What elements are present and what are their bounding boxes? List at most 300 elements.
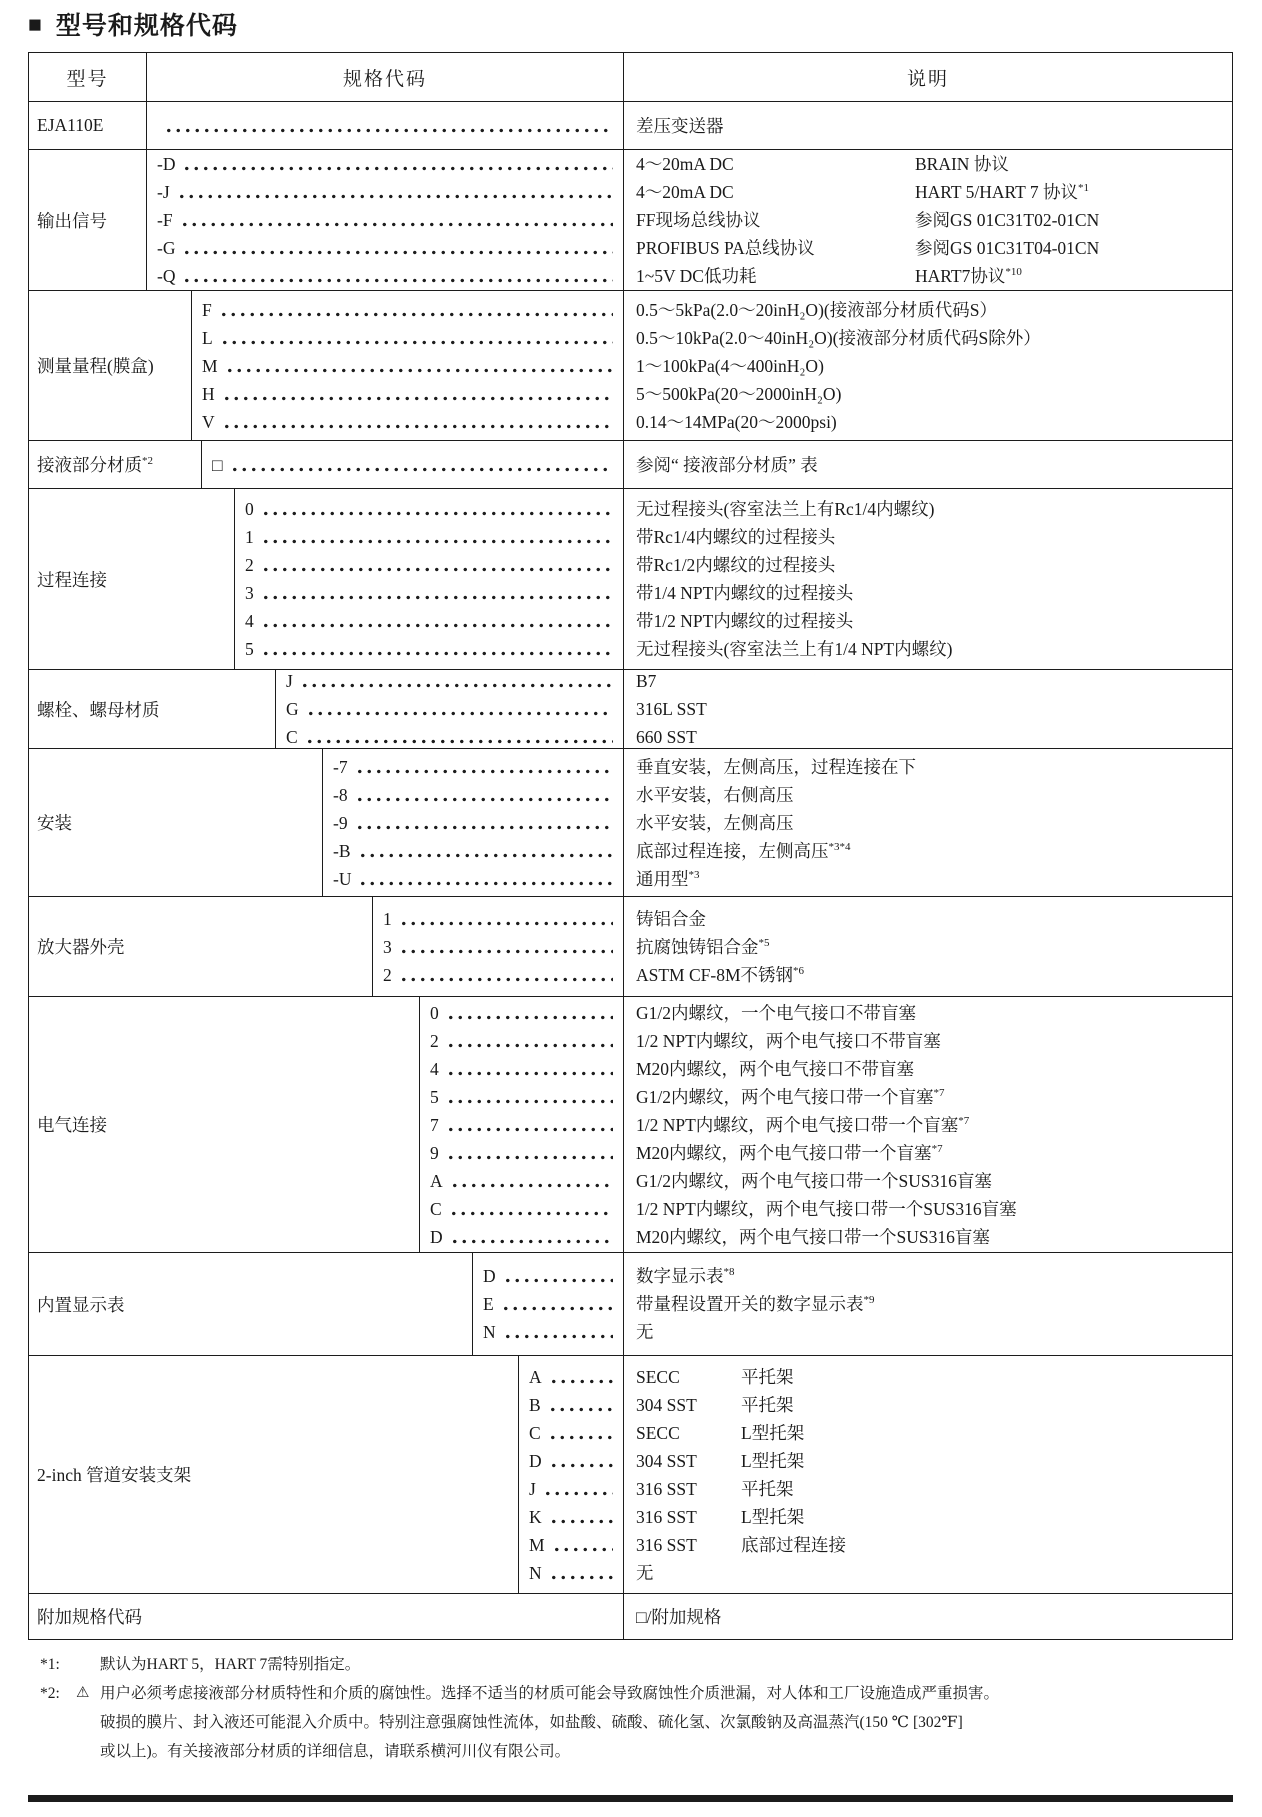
spec-code-value: 5 bbox=[430, 1086, 439, 1107]
description-secondary: 平托架 bbox=[741, 1394, 794, 1415]
description-text: 铸铝合金 bbox=[636, 908, 706, 929]
spec-code-line bbox=[430, 1195, 613, 1223]
dot-leader bbox=[548, 1435, 613, 1440]
dot-leader bbox=[549, 1575, 613, 1580]
spec-code-value: -9 bbox=[333, 812, 348, 833]
spec-code-line bbox=[529, 1419, 613, 1447]
spec-code-value: A bbox=[529, 1366, 542, 1387]
description-line bbox=[636, 607, 1224, 635]
bottom-rule bbox=[28, 1795, 1233, 1802]
description-text: 垂直安装，左侧高压，过程连接在下 bbox=[636, 756, 916, 777]
spec-code-value: J bbox=[529, 1478, 536, 1499]
description-line bbox=[636, 1419, 1224, 1447]
description-cell bbox=[623, 670, 1232, 748]
spec-code-cell bbox=[472, 1253, 623, 1355]
spec-code-cell bbox=[201, 441, 623, 488]
description-text: G1/2内螺纹，两个电气接口带一个盲塞$^{*7}$ bbox=[636, 1086, 945, 1107]
spec-code-value: N bbox=[529, 1562, 542, 1583]
footnote-ref: *1 bbox=[1078, 182, 1090, 195]
description-primary: 304 SST bbox=[636, 1450, 697, 1471]
description-secondary: HART 5/HART 7 协议$^{*1}$ bbox=[915, 182, 1090, 202]
table-row bbox=[29, 149, 1232, 290]
dot-leader bbox=[503, 1278, 613, 1283]
footnote-text bbox=[100, 1679, 1238, 1766]
description-cell bbox=[623, 441, 1232, 488]
description-line bbox=[636, 1027, 1224, 1055]
spec-code-value: 9 bbox=[430, 1142, 439, 1163]
spec-code-value: 2 bbox=[245, 555, 254, 575]
row-label-text: 接液部分材质$^{*2}$ bbox=[37, 455, 153, 475]
spec-code-line bbox=[430, 1111, 613, 1139]
description-secondary: BRAIN 协议 bbox=[915, 154, 1009, 174]
spec-code-value: -F bbox=[157, 210, 173, 230]
spec-code-value: -8 bbox=[333, 784, 348, 805]
description-line bbox=[636, 1139, 1224, 1167]
spec-code-cell bbox=[518, 1356, 623, 1593]
spec-code-line bbox=[333, 809, 613, 837]
description-primary: FF现场总线协议 bbox=[636, 210, 761, 230]
row-label-text: 附加规格代码 bbox=[37, 1607, 142, 1627]
description-line bbox=[636, 234, 1224, 262]
spec-code-line bbox=[157, 234, 613, 262]
description-line bbox=[636, 380, 1224, 408]
spec-code-value: C bbox=[286, 727, 298, 747]
description-line bbox=[636, 635, 1224, 663]
description-cell bbox=[623, 150, 1232, 290]
footnote-ref: *7 bbox=[933, 1086, 945, 1099]
description-cell bbox=[623, 1253, 1232, 1355]
description-text: 带1/2 NPT内螺纹的过程接头 bbox=[636, 611, 854, 631]
dot-leader bbox=[549, 1519, 613, 1524]
footnote bbox=[40, 1679, 1238, 1766]
row-label bbox=[29, 291, 191, 440]
table-row bbox=[29, 896, 1232, 996]
description-line bbox=[636, 1475, 1224, 1503]
spec-code-value: -B bbox=[333, 840, 351, 861]
description-secondary: 平托架 bbox=[741, 1366, 794, 1387]
spec-code-line bbox=[286, 667, 613, 695]
description-text: 带Rc1/2内螺纹的过程接头 bbox=[636, 555, 836, 575]
dot-leader bbox=[182, 278, 613, 283]
dot-leader bbox=[450, 1183, 613, 1188]
spec-code-value: 0 bbox=[245, 499, 254, 519]
footnote-line: 用户必须考虑接液部分材质特性和介质的腐蚀性。选择不适当的材质可能会导致腐蚀性介质泄漏，对人体和工厂设施造成严重损害。 bbox=[100, 1685, 1000, 1702]
footnote-line: 默认为HART 5，HART 7需特别指定。 bbox=[100, 1656, 361, 1673]
description-line bbox=[636, 1318, 1224, 1346]
description-cell bbox=[623, 1356, 1232, 1593]
dot-leader bbox=[222, 424, 613, 429]
spec-code-value: □ bbox=[212, 454, 223, 475]
spec-code-line bbox=[430, 1083, 613, 1111]
dot-leader bbox=[306, 711, 613, 716]
dot-leader bbox=[300, 683, 613, 688]
spec-code-line bbox=[430, 1027, 613, 1055]
description-line bbox=[636, 324, 1224, 352]
row-label-text: 螺栓、螺母材质 bbox=[37, 699, 160, 720]
row-label-text: 输出信号 bbox=[37, 210, 107, 231]
description-line bbox=[636, 781, 1224, 809]
spec-code-value: C bbox=[529, 1422, 541, 1443]
dot-leader bbox=[446, 1155, 613, 1160]
spec-code-value: 1 bbox=[245, 527, 254, 547]
row-label-text: 内置显示表 bbox=[37, 1294, 125, 1315]
page-title-text: 型号和规格代码 bbox=[55, 13, 238, 40]
dot-leader bbox=[261, 511, 613, 516]
description-secondary: 底部过程连接 bbox=[741, 1534, 846, 1555]
dot-leader bbox=[450, 1239, 613, 1244]
description-line bbox=[636, 150, 1224, 178]
table-row bbox=[29, 1593, 1232, 1639]
spec-code-line bbox=[333, 781, 613, 809]
spec-code-value: -J bbox=[157, 182, 170, 202]
table-row bbox=[29, 996, 1232, 1252]
spec-code-value: -Q bbox=[157, 266, 176, 286]
description-secondary: L型托架 bbox=[741, 1422, 805, 1443]
spec-code-line bbox=[430, 1139, 613, 1167]
dot-leader bbox=[305, 739, 613, 744]
row-label bbox=[29, 489, 234, 669]
row-label bbox=[29, 1253, 472, 1355]
dot-leader bbox=[355, 797, 613, 802]
model-spec-code-table bbox=[28, 52, 1233, 1640]
spec-code-value: D bbox=[529, 1450, 542, 1471]
description-text: B7 bbox=[636, 671, 657, 691]
spec-code-cell bbox=[146, 150, 623, 290]
description-line bbox=[636, 1531, 1224, 1559]
footnote-ref: *7 bbox=[958, 1114, 970, 1127]
description-line bbox=[636, 206, 1224, 234]
description-line bbox=[636, 723, 1224, 751]
description-text: 1/2 NPT内螺纹，两个电气接口不带盲塞 bbox=[636, 1030, 941, 1051]
row-label-text: 电气连接 bbox=[37, 1115, 107, 1135]
description-line bbox=[636, 1223, 1224, 1251]
row-label bbox=[29, 897, 372, 996]
page-title bbox=[28, 6, 238, 42]
description-text: 通用型$^{*3}$ bbox=[636, 868, 700, 889]
spec-code-line bbox=[529, 1447, 613, 1475]
dot-leader bbox=[446, 1015, 613, 1020]
description-secondary: 参阅GS 01C31T04-01CN bbox=[915, 238, 1100, 258]
dot-leader bbox=[261, 623, 613, 628]
description-cell bbox=[623, 1594, 1232, 1639]
spec-code-value: M bbox=[529, 1534, 545, 1555]
spec-code-value: 4 bbox=[245, 611, 254, 631]
spec-code-value: 2 bbox=[430, 1030, 439, 1051]
description-line bbox=[636, 296, 1224, 324]
description-cell bbox=[623, 997, 1232, 1252]
description-line bbox=[636, 262, 1224, 290]
table-row bbox=[29, 1355, 1232, 1593]
spec-code-line bbox=[245, 551, 613, 579]
spec-code-line bbox=[529, 1391, 613, 1419]
row-label-text: 测量量程(膜盒) bbox=[37, 356, 154, 376]
spec-code-value: 3 bbox=[383, 936, 392, 957]
description-text: 水平安装，左侧高压 bbox=[636, 812, 794, 833]
row-label bbox=[29, 150, 146, 290]
description-text: 抗腐蚀铸铝合金$^{*5}$ bbox=[636, 936, 770, 957]
spec-code-value: 4 bbox=[430, 1058, 439, 1079]
description-line bbox=[636, 1290, 1224, 1318]
dot-leader bbox=[548, 1407, 613, 1412]
description-text: 0.14～14MPa(20～2000psi) bbox=[636, 411, 837, 432]
spec-code-value: 3 bbox=[245, 583, 254, 603]
description-line bbox=[636, 1195, 1224, 1223]
footnote-ref: *2 bbox=[142, 455, 153, 468]
description-text: 无 bbox=[636, 1322, 654, 1342]
spec-code-line bbox=[529, 1531, 613, 1559]
description-primary: 1~5V DC低功耗 bbox=[636, 266, 757, 286]
footnote-line: 破损的膜片、封入液还可能混入介质中。特别注意强腐蚀性流体，如盐酸、硫酸、硫化氢、次氯酸钠及高温蒸汽(150 ℃ [302℉] bbox=[100, 1714, 963, 1731]
description-line bbox=[636, 1083, 1224, 1111]
description-text: 660 SST bbox=[636, 727, 697, 747]
footnote-line: 或以上)。有关接液部分材质的详细信息，请联系横河川仪有限公司。 bbox=[100, 1743, 571, 1760]
spec-code-value: D bbox=[483, 1266, 496, 1286]
spec-code-cell bbox=[372, 897, 623, 996]
spec-code-line bbox=[333, 753, 613, 781]
description-line bbox=[636, 1447, 1224, 1475]
description-text: M20内螺纹，两个电气接口不带盲塞 bbox=[636, 1058, 915, 1079]
description-primary: 316 SST bbox=[636, 1534, 697, 1555]
dot-leader bbox=[225, 368, 613, 373]
dot-leader bbox=[543, 1491, 613, 1496]
dot-leader bbox=[399, 949, 613, 954]
spec-code-line bbox=[383, 961, 613, 989]
footnote-ref: *6 bbox=[793, 964, 805, 977]
description-secondary: 参阅GS 01C31T02-01CN bbox=[915, 210, 1100, 230]
footnotes bbox=[40, 1650, 1238, 1766]
footnote-marker: *2: bbox=[40, 1685, 60, 1702]
description-cell bbox=[623, 102, 1232, 149]
column-header-model: 型号 bbox=[66, 68, 109, 90]
dot-leader bbox=[549, 1463, 613, 1468]
description-secondary: L型托架 bbox=[741, 1506, 805, 1527]
spec-code-value: -D bbox=[157, 154, 176, 174]
spec-code-line bbox=[529, 1363, 613, 1391]
spec-code-value: 2 bbox=[383, 964, 392, 985]
description-primary: 4～20mA DC bbox=[636, 182, 734, 202]
spec-code-cell bbox=[275, 670, 623, 748]
spec-code-line bbox=[383, 933, 613, 961]
spec-code-line bbox=[333, 837, 613, 865]
description-secondary: 平托架 bbox=[741, 1478, 794, 1499]
description-text: M20内螺纹，两个电气接口带一个盲塞$^{*7}$ bbox=[636, 1142, 943, 1163]
dot-leader bbox=[261, 539, 613, 544]
dot-leader bbox=[501, 1306, 613, 1311]
description-text: 水平安装，右侧高压 bbox=[636, 784, 794, 805]
dot-leader bbox=[399, 921, 613, 926]
footnote-ref: *5 bbox=[758, 936, 770, 949]
description-text: □/附加规格 bbox=[636, 1606, 722, 1627]
description-line bbox=[636, 1363, 1224, 1391]
description-primary: SECC bbox=[636, 1422, 680, 1443]
row-label-text: 放大器外壳 bbox=[37, 937, 125, 957]
dot-leader bbox=[358, 853, 614, 858]
description-text: 1/2 NPT内螺纹，两个电气接口带一个盲塞$^{*7}$ bbox=[636, 1114, 970, 1135]
spec-code-line bbox=[383, 905, 613, 933]
row-label-text: 安装 bbox=[37, 813, 72, 833]
dot-leader bbox=[182, 250, 613, 255]
description-line bbox=[636, 352, 1224, 380]
dot-leader bbox=[261, 567, 613, 572]
spec-code-value: 5 bbox=[245, 639, 254, 659]
spec-code-line bbox=[245, 635, 613, 663]
spec-code-line bbox=[430, 1167, 613, 1195]
dot-leader bbox=[358, 881, 613, 886]
row-label bbox=[29, 749, 322, 896]
dot-leader bbox=[164, 128, 613, 133]
description-primary: 304 SST bbox=[636, 1394, 697, 1415]
dot-leader bbox=[219, 312, 613, 317]
description-text: G1/2内螺纹，一个电气接口不带盲塞 bbox=[636, 1002, 916, 1023]
spec-code-cell bbox=[191, 291, 623, 440]
description-text: M20内螺纹，两个电气接口带一个SUS316盲塞 bbox=[636, 1226, 990, 1247]
spec-code-cell bbox=[419, 997, 623, 1252]
spec-code-cell bbox=[322, 749, 623, 896]
dot-leader bbox=[230, 467, 613, 472]
table-row bbox=[29, 101, 1232, 149]
table-header-row bbox=[29, 53, 1232, 101]
description-text: 1～100kPa(4～400inH₂O) bbox=[636, 355, 824, 376]
column-header-spec-code: 规格代码 bbox=[146, 53, 623, 101]
table-row bbox=[29, 290, 1232, 440]
description-line bbox=[636, 178, 1224, 206]
description-cell bbox=[623, 489, 1232, 669]
spec-code-line bbox=[286, 723, 613, 751]
description-primary: 316 SST bbox=[636, 1506, 697, 1527]
description-line bbox=[636, 523, 1224, 551]
spec-code-line bbox=[430, 1055, 613, 1083]
description-primary: 4～20mA DC bbox=[636, 154, 734, 174]
description-text: 参阅“ 接液部分材质” 表 bbox=[636, 454, 818, 475]
description-line bbox=[636, 1055, 1224, 1083]
dot-leader bbox=[503, 1334, 613, 1339]
dot-leader bbox=[355, 769, 613, 774]
table-row bbox=[29, 440, 1232, 488]
spec-code-line bbox=[202, 324, 613, 352]
description-primary: PROFIBUS PA总线协议 bbox=[636, 238, 815, 258]
description-line bbox=[636, 495, 1224, 523]
description-secondary: HART7协议$^{*10}$ bbox=[915, 266, 1022, 286]
spec-code-value: N bbox=[483, 1322, 496, 1342]
description-line bbox=[636, 1391, 1224, 1419]
footnote-marker: *1: bbox=[40, 1656, 60, 1673]
spec-code-line bbox=[529, 1559, 613, 1587]
description-line bbox=[636, 1559, 1224, 1587]
description-line bbox=[636, 1111, 1224, 1139]
row-label bbox=[29, 1594, 623, 1639]
description-secondary: L型托架 bbox=[741, 1450, 805, 1471]
spec-code-value: H bbox=[202, 383, 215, 404]
table-row bbox=[29, 748, 1232, 896]
description-line bbox=[636, 667, 1224, 695]
row-label-text: 2-inch 管道安装支架 bbox=[37, 1465, 192, 1485]
description-line bbox=[636, 551, 1224, 579]
spec-code-line bbox=[483, 1262, 613, 1290]
spec-code-line bbox=[286, 695, 613, 723]
spec-code-value: J bbox=[286, 671, 293, 691]
dot-leader bbox=[549, 1379, 613, 1384]
dot-leader bbox=[355, 825, 613, 830]
spec-code-line bbox=[483, 1290, 613, 1318]
spec-code-line bbox=[157, 262, 613, 290]
spec-code-value: L bbox=[202, 327, 213, 348]
spec-code-line bbox=[333, 865, 613, 893]
description-text: 数字显示表$^{*8}$ bbox=[636, 1266, 735, 1286]
dot-leader bbox=[446, 1043, 613, 1048]
warning-icon: ⚠ bbox=[76, 1685, 90, 1701]
spec-code-value: A bbox=[430, 1170, 443, 1191]
description-text: ASTM CF-8M不锈钢$^{*6}$ bbox=[636, 964, 805, 985]
spec-code-line bbox=[157, 178, 613, 206]
description-line bbox=[636, 451, 1224, 479]
dot-leader bbox=[222, 396, 613, 401]
dot-leader bbox=[182, 166, 613, 171]
spec-code-line bbox=[245, 579, 613, 607]
row-label-text: 过程连接 bbox=[37, 569, 107, 590]
footnote-ref: *7 bbox=[931, 1142, 943, 1155]
description-line bbox=[636, 905, 1224, 933]
table-row bbox=[29, 669, 1232, 748]
description-text: 1/2 NPT内螺纹，两个电气接口带一个SUS316盲塞 bbox=[636, 1198, 1017, 1219]
description-text: 316L SST bbox=[636, 699, 707, 719]
description-text: 0.5～5kPa(2.0～20inH₂O)(接液部分材质代码S） bbox=[636, 299, 997, 320]
description-line bbox=[636, 579, 1224, 607]
spec-code-value: -7 bbox=[333, 756, 348, 777]
spec-code-value: 0 bbox=[430, 1002, 439, 1023]
description-line bbox=[636, 753, 1224, 781]
description-line bbox=[636, 408, 1224, 436]
spec-code-value: G bbox=[286, 699, 299, 719]
description-cell bbox=[623, 291, 1232, 440]
description-text: 带量程设置开关的数字显示表$^{*9}$ bbox=[636, 1294, 875, 1314]
spec-code-value: D bbox=[430, 1226, 443, 1247]
spec-code-value: B bbox=[529, 1394, 541, 1415]
spec-code-line bbox=[157, 119, 613, 133]
description-cell bbox=[623, 897, 1232, 996]
row-label-text: EJA110E bbox=[37, 115, 104, 135]
column-header-description: 说明 bbox=[623, 53, 1232, 101]
spec-code-line bbox=[212, 451, 613, 479]
description-line bbox=[636, 809, 1224, 837]
spec-code-value: M bbox=[202, 355, 218, 376]
spec-code-line bbox=[430, 1223, 613, 1251]
footnote-text bbox=[100, 1650, 1238, 1679]
dot-leader bbox=[449, 1211, 613, 1216]
row-label bbox=[29, 102, 146, 149]
dot-leader bbox=[261, 651, 613, 656]
description-line bbox=[636, 1503, 1224, 1531]
row-label bbox=[29, 1356, 518, 1593]
description-line bbox=[636, 961, 1224, 989]
dot-leader bbox=[399, 977, 613, 982]
dot-leader bbox=[552, 1547, 613, 1552]
table-row bbox=[29, 488, 1232, 669]
description-line bbox=[636, 695, 1224, 723]
description-line bbox=[636, 933, 1224, 961]
footnote-ref: *3 bbox=[688, 868, 700, 881]
description-text: 底部过程连接，左侧高压$^{*3*4}$ bbox=[636, 840, 851, 861]
description-line bbox=[636, 999, 1224, 1027]
spec-code-line bbox=[529, 1503, 613, 1531]
spec-code-value: 1 bbox=[383, 908, 392, 929]
footnote-ref: *10 bbox=[1005, 266, 1022, 279]
spec-code-line bbox=[202, 380, 613, 408]
footnote-ref: *3*4 bbox=[828, 840, 851, 853]
dot-leader bbox=[177, 194, 613, 199]
spec-code-line bbox=[157, 150, 613, 178]
description-text: 无 bbox=[636, 1562, 654, 1583]
dot-leader bbox=[220, 340, 613, 345]
